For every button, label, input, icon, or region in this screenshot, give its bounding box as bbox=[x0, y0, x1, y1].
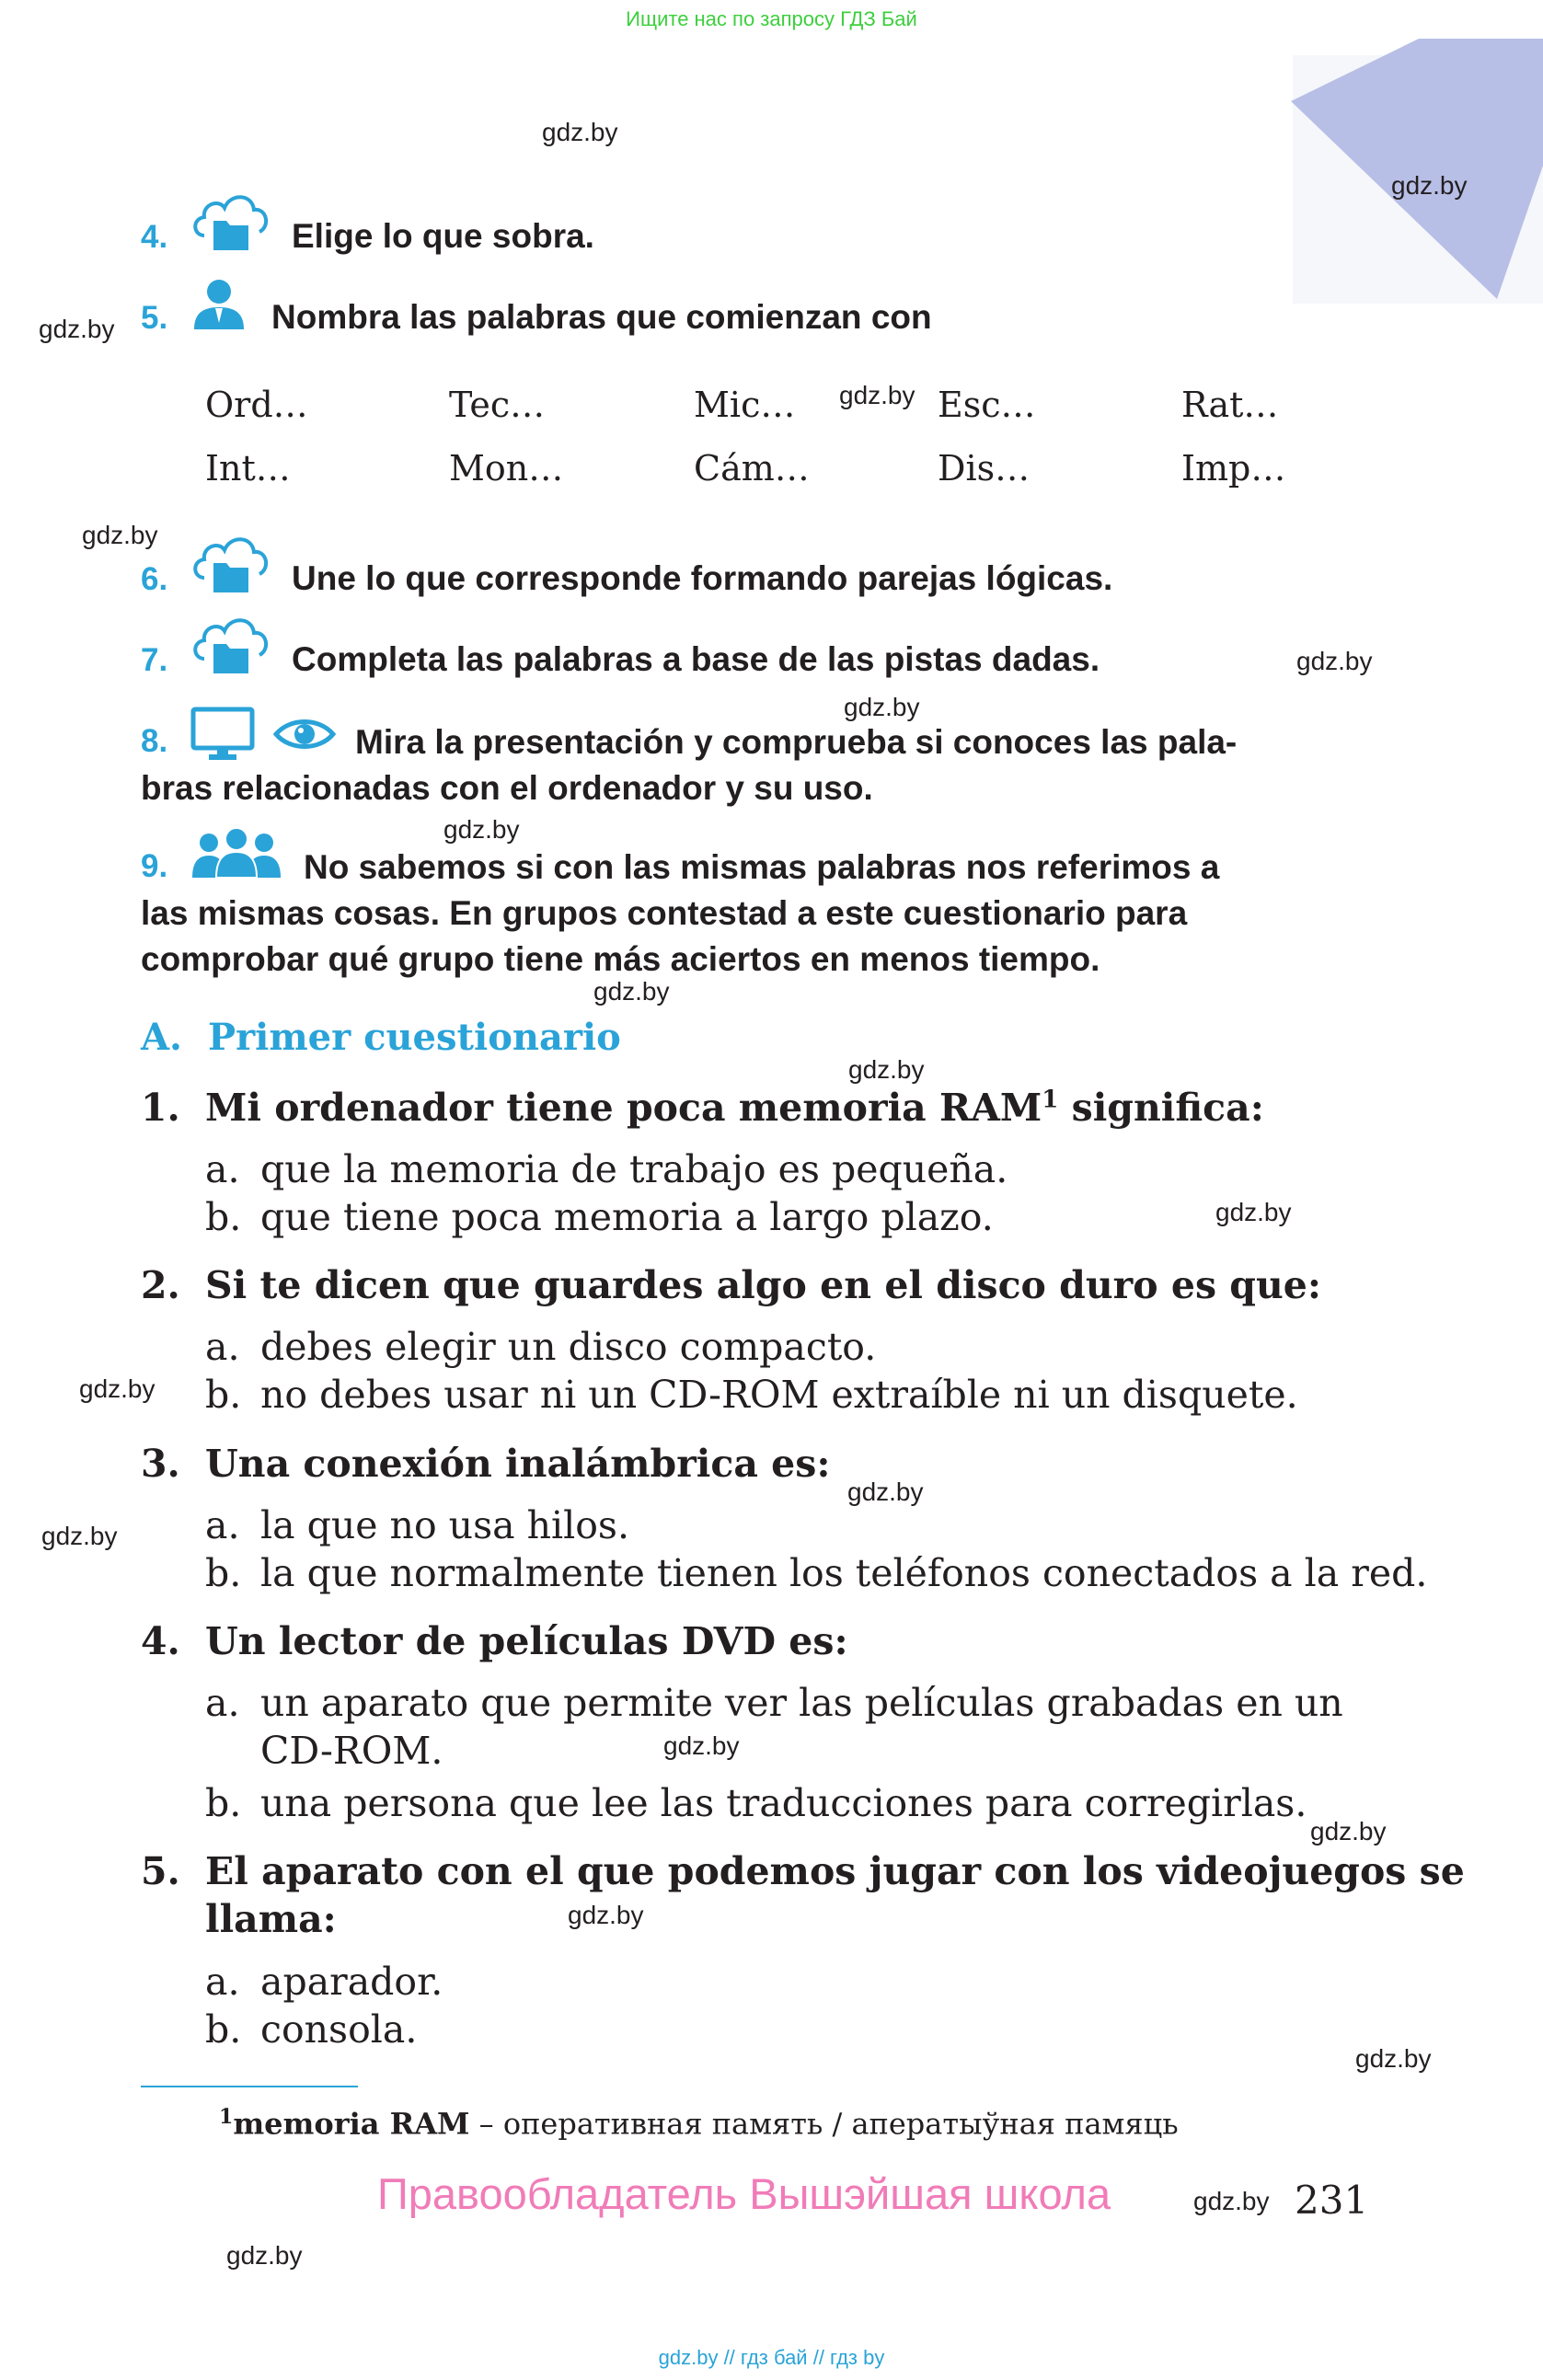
watermark: gdz.by bbox=[1193, 2187, 1270, 2215]
option-letter: a. bbox=[205, 1147, 240, 1191]
task-number: 4. bbox=[141, 219, 168, 255]
task-number: 5. bbox=[141, 300, 168, 336]
word-start: Rat… bbox=[1181, 385, 1279, 425]
option-letter: a. bbox=[205, 1960, 240, 2004]
word-start: Dis… bbox=[938, 448, 1031, 489]
task-text-line: Mira la presentación y comprueba si conoces las pala- bbox=[355, 723, 1238, 761]
watermark: gdz.by bbox=[542, 118, 618, 146]
task-text-line: las mismas cosas. En grupos contestad a este cuestionario para bbox=[141, 894, 1188, 932]
question-number: 5. bbox=[141, 1849, 180, 1893]
watermark: gdz.by bbox=[1391, 171, 1468, 200]
option-text: aparador. bbox=[260, 1960, 443, 2004]
watermark: gdz.by bbox=[1310, 1817, 1387, 1845]
question-number: 2. bbox=[141, 1263, 180, 1307]
question-number: 4. bbox=[141, 1619, 180, 1663]
word-start: Tec… bbox=[449, 385, 546, 425]
option-letter: b. bbox=[205, 1373, 242, 1417]
footnote-text: – оперативная память / аператыўная памяць bbox=[469, 2106, 1179, 2142]
task-text: Nombra las palabras que comienzan con bbox=[271, 298, 932, 336]
option-text: no debes usar ni un CD-ROM extraíble ni un disquete. bbox=[260, 1373, 1298, 1417]
option-letter: a. bbox=[205, 1503, 240, 1547]
footnote-term: memoria RAM bbox=[233, 2106, 470, 2142]
watermark: gdz.by bbox=[847, 1477, 924, 1506]
question-text: Si te dicen que guardes algo en el disco duro es que: bbox=[205, 1263, 1322, 1307]
option-letter: b. bbox=[205, 1781, 242, 1825]
option-text-line: CD-ROM. bbox=[260, 1729, 443, 1773]
word-start: Mon… bbox=[449, 448, 564, 489]
task-number: 9. bbox=[141, 848, 168, 884]
option-letter: a. bbox=[205, 1681, 240, 1725]
cloud-folder-icon bbox=[191, 530, 271, 596]
option-letter: b. bbox=[205, 1551, 242, 1595]
group-icon bbox=[190, 826, 282, 880]
task-text-line: comprobar qué grupo tiene más aciertos en menos tiempo. bbox=[141, 940, 1100, 978]
task-number: 8. bbox=[141, 723, 168, 759]
watermark: gdz.by bbox=[79, 1374, 155, 1403]
option-text: consola. bbox=[260, 2007, 418, 2052]
person-icon bbox=[190, 278, 248, 331]
word-start: Ord… bbox=[205, 385, 308, 425]
footnote-mark: 1 bbox=[1042, 1086, 1059, 1114]
watermark: gdz.by bbox=[39, 315, 115, 343]
word-start: Cám… bbox=[694, 448, 810, 489]
option-letter: a. bbox=[205, 1325, 240, 1369]
question-text-line: El aparato con el que podemos jugar con los videojuegos se bbox=[205, 1849, 1465, 1893]
option-letter: b. bbox=[205, 2007, 242, 2052]
bottom-links[interactable]: gdz.by // гдз бай // гдз by bbox=[658, 2346, 885, 2369]
watermark: gdz.by bbox=[568, 1901, 644, 1929]
watermark: gdz.by bbox=[663, 1731, 740, 1760]
word-start: Imp… bbox=[1181, 448, 1286, 489]
option-text: debes elegir un disco compacto. bbox=[260, 1325, 877, 1369]
task-text-line: No sabemos si con las mismas palabras nos referimos a bbox=[304, 848, 1220, 886]
task-text: Completa las palabras a base de las pistas dadas. bbox=[292, 640, 1100, 678]
question-number: 3. bbox=[141, 1442, 180, 1486]
question-text: Una conexión inalámbrica es: bbox=[205, 1442, 831, 1486]
cloud-folder-icon bbox=[191, 188, 271, 254]
watermark: gdz.by bbox=[848, 1055, 925, 1084]
question-text: Mi ordenador tiene poca memoria RAM$^1$ significa: bbox=[205, 1086, 1264, 1130]
corner-decoration bbox=[1284, 28, 1543, 304]
section-title: Primer cuestionario bbox=[208, 1016, 621, 1059]
cloud-folder-icon bbox=[191, 611, 271, 677]
word-start: Mic… bbox=[694, 385, 796, 425]
section-letter: A. bbox=[141, 1016, 182, 1059]
task-text: Elige lo que sobra. bbox=[292, 217, 594, 255]
task-text: Une lo que corresponde formando parejas lógicas. bbox=[292, 559, 1113, 597]
question-text-line: llama: bbox=[205, 1897, 337, 1941]
watermark: gdz.by bbox=[593, 977, 670, 1006]
footnote-rule bbox=[141, 2086, 358, 2087]
watermark: gdz.by bbox=[844, 693, 920, 721]
option-text: que tiene poca memoria a largo plazo. bbox=[260, 1195, 994, 1239]
question-number: 1. bbox=[141, 1086, 180, 1130]
watermark: gdz.by bbox=[1355, 2044, 1432, 2073]
watermark: gdz.by bbox=[1215, 1198, 1292, 1226]
option-text: que la memoria de trabajo es pequeña. bbox=[260, 1147, 1008, 1191]
option-text: una persona que lee las traducciones para corregirlas. bbox=[260, 1781, 1307, 1825]
option-text: la que normalmente tienen los teléfonos conectados a la red. bbox=[260, 1551, 1428, 1595]
task-number: 7. bbox=[141, 642, 168, 678]
watermark: gdz.by bbox=[82, 521, 158, 549]
word-start: Esc… bbox=[938, 385, 1036, 425]
watermark: gdz.by bbox=[839, 381, 915, 409]
option-letter: b. bbox=[205, 1195, 242, 1239]
footnote-mark: 1 bbox=[219, 2105, 234, 2129]
option-text-line: un aparato que permite ver las películas grabadas en un bbox=[260, 1681, 1343, 1725]
copyright-owner: Правообладатель Вышэйшая школа bbox=[377, 2169, 1111, 2218]
footnote bbox=[219, 2105, 1179, 2142]
page-number: 231 bbox=[1295, 2178, 1369, 2223]
task-number: 6. bbox=[141, 561, 168, 597]
word-start: Int… bbox=[205, 448, 291, 489]
watermark: gdz.by bbox=[226, 2241, 303, 2270]
watermark: gdz.by bbox=[443, 815, 520, 844]
top-banner[interactable]: Ищите нас по запросу ГДЗ Бай bbox=[626, 7, 917, 30]
watermark: gdz.by bbox=[41, 1522, 118, 1550]
question-text: Un lector de películas DVD es: bbox=[205, 1619, 848, 1663]
eye-icon bbox=[273, 714, 336, 754]
option-text: la que no usa hilos. bbox=[260, 1503, 629, 1547]
watermark: gdz.by bbox=[1296, 647, 1373, 675]
task-text-line: bras relacionadas con el ordenador y su uso. bbox=[141, 769, 873, 807]
monitor-icon bbox=[190, 707, 255, 762]
